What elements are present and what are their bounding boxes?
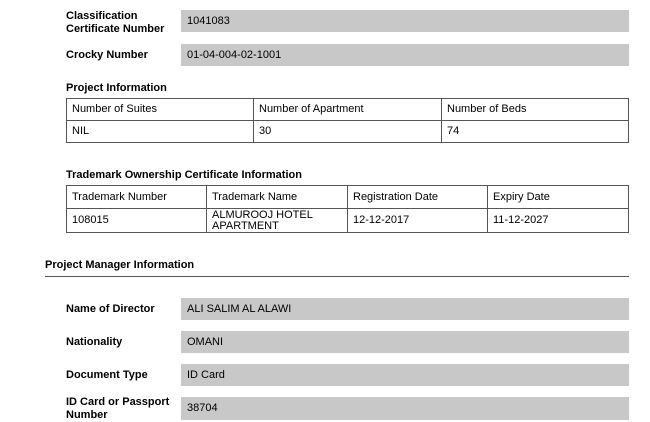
classification-label-line1: Classification: [66, 10, 138, 22]
section-divider: [45, 276, 629, 277]
id-label: [66, 396, 169, 422]
trademark-value-number: 108015: [67, 209, 207, 233]
manager-info-title: Project Manager Information: [45, 259, 195, 271]
trademark-value-registration: 12-12-2017: [348, 209, 488, 233]
crocky-label: Crocky Number: [66, 49, 148, 61]
project-info-table: [66, 98, 629, 143]
classification-label-line2: Certificate Number: [66, 23, 165, 35]
doc-type-value: ID Card: [181, 364, 629, 386]
id-label-line1: ID Card or Passport: [66, 396, 170, 408]
crocky-value: 01-04-004-02-1001: [181, 44, 629, 66]
project-info-title: Project Information: [66, 82, 167, 94]
trademark-info-table: [66, 185, 629, 233]
id-label-line2: Number: [66, 409, 108, 421]
classification-value: 1041083: [181, 10, 629, 32]
project-header-suites: Number of Suites: [67, 99, 254, 121]
project-header-beds: Number of Beds: [442, 99, 629, 121]
project-value-suites: NIL: [67, 121, 254, 143]
id-value: 38704: [181, 397, 629, 420]
trademark-header-name: Trademark Name: [207, 186, 348, 209]
project-value-beds: 74: [442, 121, 629, 143]
trademark-header-expiry: Expiry Date: [488, 186, 629, 209]
doc-type-label: Document Type: [66, 369, 148, 381]
director-label: Name of Director: [66, 303, 155, 315]
table-row: [67, 186, 629, 209]
nationality-label: Nationality: [66, 336, 123, 348]
trademark-value-expiry: 11-12-2027: [488, 209, 629, 233]
trademark-header-registration: Registration Date: [348, 186, 488, 209]
trademark-info-title: Trademark Ownership Certificate Information: [66, 169, 302, 181]
nationality-value: OMANI: [181, 331, 629, 353]
trademark-header-number: Trademark Number: [67, 186, 207, 209]
table-row: [67, 209, 629, 233]
project-value-apartment: 30: [254, 121, 442, 143]
project-header-apartment: Number of Apartment: [254, 99, 442, 121]
table-row: [67, 99, 629, 121]
director-value: ALI SALIM AL ALAWI: [181, 298, 629, 320]
trademark-value-name: ALMUROOJ HOTEL APARTMENT: [207, 209, 348, 233]
classification-label: [66, 10, 164, 36]
table-row: [67, 121, 629, 143]
